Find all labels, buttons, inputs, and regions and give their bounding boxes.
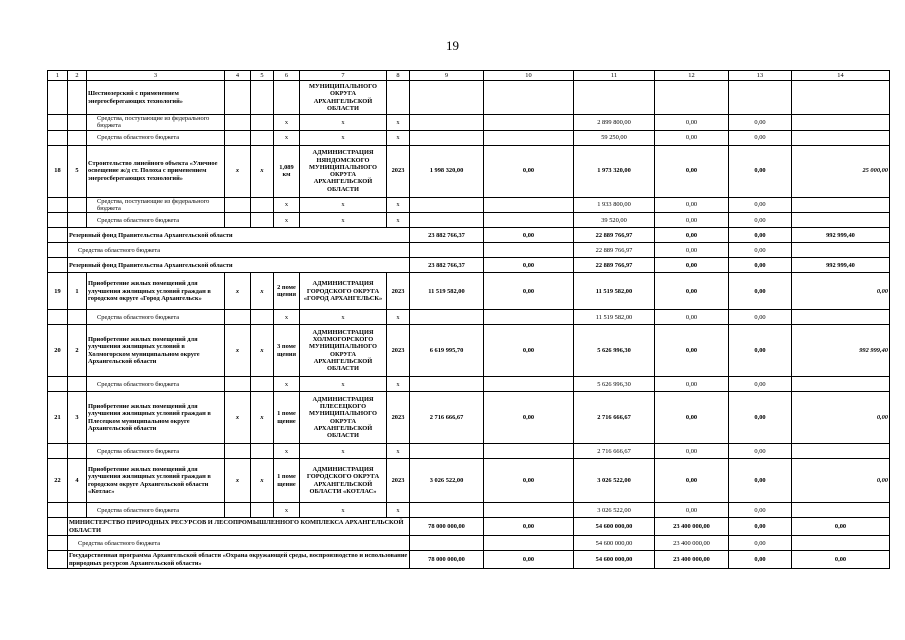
organization: АДМИНИСТРАЦИЯ ГОРОДСКОГО ОКРУГА «ГОРОД АРХАНГЕЛЬСК»: [300, 273, 387, 310]
amount: 0,00: [792, 518, 890, 536]
col-header: 12: [655, 71, 729, 81]
x-mark: х: [300, 197, 387, 213]
amount: 0,00: [792, 551, 890, 569]
x-mark: х: [251, 273, 274, 310]
amount: 0,00: [729, 273, 792, 310]
amount: 0,00: [655, 258, 729, 273]
amount: 11 519 582,00: [410, 273, 484, 310]
col-header: 13: [729, 71, 792, 81]
organization: АДМИНИСТРАЦИЯ ХОЛМОГОРСКОГО МУНИЦИПАЛЬНОГО ОКРУГА АРХАНГЕЛЬСКОЙ ОБЛАСТИ: [300, 325, 387, 377]
amount: 0,00: [792, 392, 890, 444]
amount: 2 716 666,67: [574, 392, 655, 444]
amount: 0,00: [655, 213, 729, 228]
funding-source-row: [48, 243, 890, 258]
capacity: 1,089 км: [274, 145, 300, 197]
x-mark: х: [274, 444, 300, 459]
funding-source-row: [48, 213, 890, 228]
table-row: [48, 273, 890, 310]
x-mark: х: [274, 197, 300, 213]
amount: 5 626 996,30: [574, 325, 655, 377]
table-row: [48, 325, 890, 377]
amount: 0,00: [729, 503, 792, 518]
amount: 0,00: [484, 145, 574, 197]
funding-source-row: [48, 377, 890, 392]
object-name: Приобретение жилых помещений для улучшения жилищных условий граждан в Плесецком муниципальном округе Архангельской области: [87, 392, 225, 444]
x-mark: х: [251, 392, 274, 444]
subtotal-label: МИНИСТЕРСТВО ПРИРОДНЫХ РЕСУРСОВ И ЛЕСОПРОМЫШЛЕННОГО КОМПЛЕКСА АРХАНГЕЛЬСКОЙ ОБЛАСТИ: [68, 518, 410, 536]
funding-source-row: [48, 444, 890, 459]
x-mark: х: [300, 310, 387, 325]
subtotal-label: Государственная программа Архангельской области «Охрана окружающей среды, воспроизводство и использование природных ресурсов Архангельской области»: [68, 551, 410, 569]
source-label: Средства, поступающие из федерального бюджета: [87, 115, 225, 131]
x-mark: х: [274, 115, 300, 131]
table-row: [48, 81, 890, 115]
amount: 0,00: [655, 197, 729, 213]
amount: 0,00: [655, 503, 729, 518]
capacity: 1 поме щение: [274, 392, 300, 444]
funding-source-row: [48, 197, 890, 213]
amount: 0,00: [484, 392, 574, 444]
col-header: 4: [225, 71, 251, 81]
x-mark: х: [225, 392, 251, 444]
col-header: 11: [574, 71, 655, 81]
funding-source-row: [48, 310, 890, 325]
amount: 1 933 800,00: [574, 197, 655, 213]
amount: 2 716 666,67: [410, 392, 484, 444]
x-mark: х: [387, 310, 410, 325]
table-row: [48, 145, 890, 197]
x-mark: х: [225, 325, 251, 377]
amount: 3 026 522,00: [574, 459, 655, 503]
amount: 0,00: [729, 197, 792, 213]
year: 2023: [387, 145, 410, 197]
amount: 0,00: [655, 115, 729, 131]
row-number: 19: [48, 273, 68, 310]
amount: 39 520,00: [574, 213, 655, 228]
subtotal-label: Резервный фонд Правительства Архангельской области: [68, 228, 410, 243]
x-mark: х: [387, 503, 410, 518]
amount: 0,00: [484, 518, 574, 536]
amount: 0,00: [729, 115, 792, 131]
x-mark: х: [225, 145, 251, 197]
source-label: Средства областного бюджета: [87, 377, 225, 392]
amount: 0,00: [484, 273, 574, 310]
source-label: Средства, поступающие из федерального бюджета: [87, 197, 225, 213]
amount: 0,00: [655, 273, 729, 310]
amount: 0,00: [729, 392, 792, 444]
amount: 0,00: [729, 459, 792, 503]
x-mark: х: [300, 130, 387, 145]
x-mark: х: [387, 213, 410, 228]
object-name: Приобретение жилых помещений для улучшения жилищных условий граждан в городском округе «Город Архангельск»: [87, 273, 225, 310]
x-mark: х: [251, 325, 274, 377]
row-subnumber: 4: [68, 459, 87, 503]
amount: 2 899 800,00: [574, 115, 655, 131]
amount: 11 519 582,00: [574, 310, 655, 325]
amount: 0,00: [729, 444, 792, 459]
amount: 0,00: [792, 459, 890, 503]
x-mark: х: [274, 213, 300, 228]
amount: 0,00: [729, 377, 792, 392]
budget-table: [47, 70, 890, 569]
x-mark: х: [387, 377, 410, 392]
amount: 0,00: [729, 325, 792, 377]
amount: 992 999,40: [792, 325, 890, 377]
object-name: Шестиозерский с применением энергосберегающих технологий»: [87, 81, 225, 115]
amount: 0,00: [655, 228, 729, 243]
amount: 0,00: [655, 310, 729, 325]
amount: 22 889 766,97: [574, 243, 655, 258]
amount: 992 999,40: [792, 258, 890, 273]
col-header: 5: [251, 71, 274, 81]
column-number-row: [48, 71, 890, 81]
x-mark: х: [225, 459, 251, 503]
amount: 992 999,40: [792, 228, 890, 243]
year: 2023: [387, 459, 410, 503]
x-mark: х: [300, 503, 387, 518]
subtotal-row: [48, 551, 890, 569]
amount: 5 626 996,30: [574, 377, 655, 392]
page-number: 19: [446, 38, 459, 53]
row-number: 18: [48, 145, 68, 197]
funding-source-row: [48, 503, 890, 518]
subtotal-row: [48, 258, 890, 273]
year: 2023: [387, 273, 410, 310]
object-name: Приобретение жилых помещений для улучшения жилищных условий граждан в городском округе Архангельской области «Котлас»: [87, 459, 225, 503]
col-header: 3: [87, 71, 225, 81]
x-mark: х: [274, 130, 300, 145]
amount: 23 882 766,37: [410, 228, 484, 243]
row-subnumber: 1: [68, 273, 87, 310]
amount: 0,00: [729, 310, 792, 325]
col-header: 10: [484, 71, 574, 81]
source-label: Средства областного бюджета: [68, 536, 410, 551]
x-mark: х: [387, 197, 410, 213]
row-subnumber: 5: [68, 145, 87, 197]
amount: 59 250,00: [574, 130, 655, 145]
x-mark: х: [274, 310, 300, 325]
subtotal-label: Резервный фонд Правительства Архангельской области: [68, 258, 410, 273]
amount: 54 600 000,00: [574, 536, 655, 551]
col-header: 1: [48, 71, 68, 81]
amount: 0,00: [729, 536, 792, 551]
amount: 54 600 000,00: [574, 518, 655, 536]
row-number: 20: [48, 325, 68, 377]
x-mark: х: [387, 444, 410, 459]
x-mark: х: [300, 444, 387, 459]
amount: 25 000,00: [792, 145, 890, 197]
year: 2023: [387, 325, 410, 377]
source-label: Средства областного бюджета: [87, 444, 225, 459]
source-label: Средства областного бюджета: [87, 310, 225, 325]
amount: 11 519 582,00: [574, 273, 655, 310]
amount: 0,00: [655, 459, 729, 503]
amount: 22 889 766,97: [574, 258, 655, 273]
col-header: 14: [792, 71, 890, 81]
table-row: [48, 392, 890, 444]
col-header: 6: [274, 71, 300, 81]
amount: 2 716 666,67: [574, 444, 655, 459]
amount: 0,00: [655, 145, 729, 197]
amount: 3 026 522,00: [574, 503, 655, 518]
organization: АДМИНИСТРАЦИЯ НЯНДОМСКОГО МУНИЦИПАЛЬНОГО ОКРУГА АРХАНГЕЛЬСКОЙ ОБЛАСТИ: [300, 145, 387, 197]
x-mark: х: [274, 377, 300, 392]
x-mark: х: [225, 273, 251, 310]
amount: 0,00: [729, 145, 792, 197]
row-number: 22: [48, 459, 68, 503]
amount: 23 400 000,00: [655, 551, 729, 569]
amount: 0,00: [729, 551, 792, 569]
x-mark: х: [251, 459, 274, 503]
amount: 6 619 995,70: [410, 325, 484, 377]
subtotal-row: [48, 518, 890, 536]
amount: 0,00: [729, 130, 792, 145]
x-mark: х: [274, 503, 300, 518]
amount: 0,00: [729, 243, 792, 258]
x-mark: х: [300, 213, 387, 228]
amount: 0,00: [655, 377, 729, 392]
amount: 0,00: [729, 518, 792, 536]
source-label: Средства областного бюджета: [87, 130, 225, 145]
capacity: 3 поме щения: [274, 325, 300, 377]
row-subnumber: 3: [68, 392, 87, 444]
object-name: Строительство линейного объекта «Уличное освещение ж/д ст. Полоха с применением энергосберегающих технологий»: [87, 145, 225, 197]
amount: 0,00: [484, 459, 574, 503]
col-header: 7: [300, 71, 387, 81]
capacity: 1 поме щение: [274, 459, 300, 503]
subtotal-row: [48, 228, 890, 243]
amount: 3 026 522,00: [410, 459, 484, 503]
year: 2023: [387, 392, 410, 444]
row-number: 21: [48, 392, 68, 444]
col-header: 9: [410, 71, 484, 81]
amount: 78 000 000,00: [410, 551, 484, 569]
source-label: Средства областного бюджета: [87, 503, 225, 518]
col-header: 2: [68, 71, 87, 81]
organization: АДМИНИСТРАЦИЯ ПЛЕСЕЦКОГО МУНИЦИПАЛЬНОГО ОКРУГА АРХАНГЕЛЬСКОЙ ОБЛАСТИ: [300, 392, 387, 444]
x-mark: х: [251, 145, 274, 197]
funding-source-row: [48, 536, 890, 551]
x-mark: х: [387, 115, 410, 131]
row-subnumber: 2: [68, 325, 87, 377]
table-row: [48, 459, 890, 503]
object-name: Приобретение жилых помещений для улучшения жилищных условий в Холмогорском муниципальном округе Архангельской области: [87, 325, 225, 377]
amount: 0,00: [655, 325, 729, 377]
amount: 0,00: [729, 228, 792, 243]
amount: 0,00: [792, 273, 890, 310]
amount: 23 400 000,00: [655, 518, 729, 536]
amount: 0,00: [655, 130, 729, 145]
amount: 0,00: [484, 551, 574, 569]
organization: АДМИНИСТРАЦИЯ ГОРОДСКОГО ОКРУГА АРХАНГЕЛЬСКОЙ ОБЛАСТИ «КОТЛАС»: [300, 459, 387, 503]
organization: МУНИЦИПАЛЬНОГО ОКРУГА АРХАНГЕЛЬСКОЙ ОБЛАСТИ: [300, 81, 387, 115]
col-header: 8: [387, 71, 410, 81]
amount: 54 600 000,00: [574, 551, 655, 569]
funding-source-row: [48, 115, 890, 131]
amount: 0,00: [655, 243, 729, 258]
x-mark: х: [300, 377, 387, 392]
source-label: Средства областного бюджета: [87, 213, 225, 228]
amount: 22 889 766,97: [574, 228, 655, 243]
amount: 1 973 320,00: [574, 145, 655, 197]
amount: 1 998 320,00: [410, 145, 484, 197]
source-label: Средства областного бюджета: [68, 243, 410, 258]
amount: 0,00: [484, 228, 574, 243]
amount: 0,00: [729, 213, 792, 228]
amount: 0,00: [655, 392, 729, 444]
amount: 0,00: [655, 444, 729, 459]
amount: 23 882 766,37: [410, 258, 484, 273]
amount: 23 400 000,00: [655, 536, 729, 551]
funding-source-row: [48, 130, 890, 145]
amount: 0,00: [729, 258, 792, 273]
capacity: 2 поме щения: [274, 273, 300, 310]
x-mark: х: [300, 115, 387, 131]
amount: 78 000 000,00: [410, 518, 484, 536]
amount: 0,00: [484, 258, 574, 273]
x-mark: х: [387, 130, 410, 145]
amount: 0,00: [484, 325, 574, 377]
